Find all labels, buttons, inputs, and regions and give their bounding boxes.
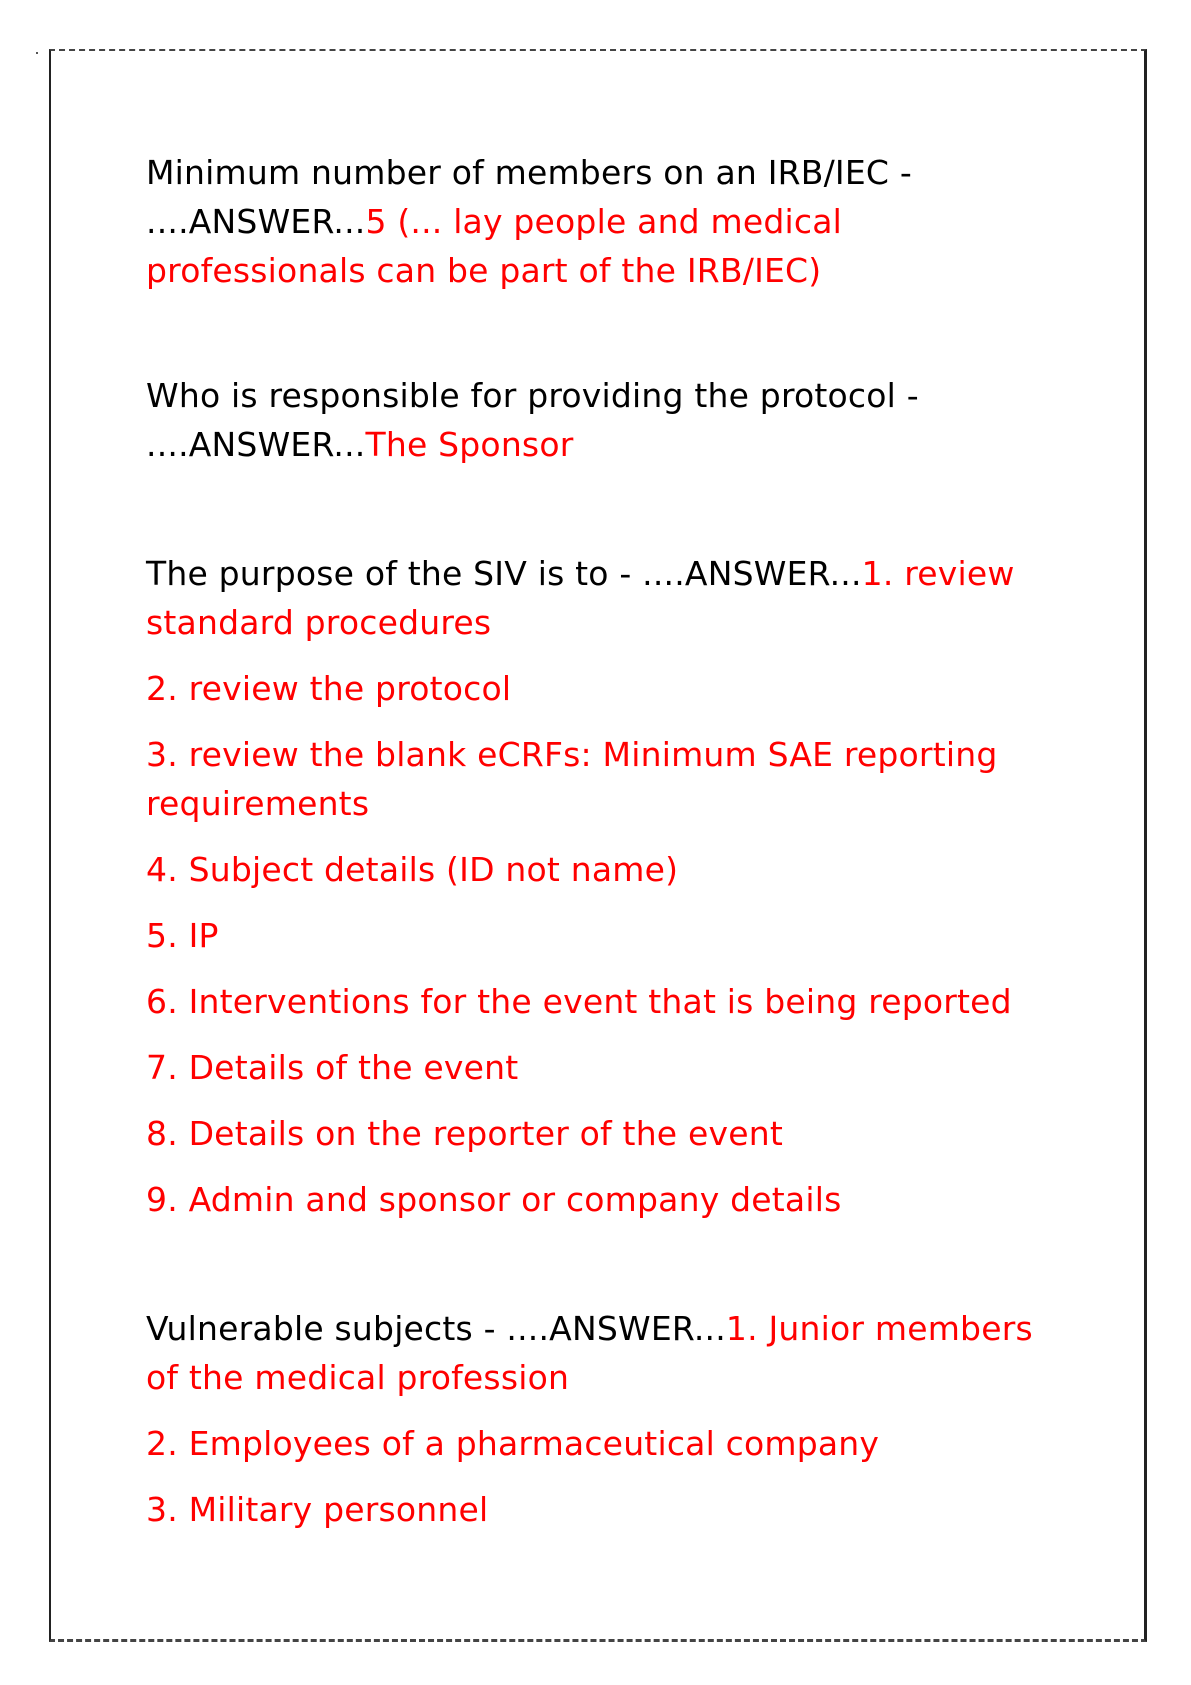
qa-block-protocol xyxy=(146,371,1046,469)
qa-block-siv-purpose xyxy=(146,549,1046,1224)
answer-list-item: 2. Employees of a pharmaceutical company xyxy=(146,1424,880,1463)
answer-list-item: 3. Military personnel xyxy=(146,1490,489,1529)
answer-list-item: 6. Interventions for the event that is being reported xyxy=(146,982,1012,1021)
question-text: The purpose of the SIV is to - ....ANSWER... xyxy=(146,554,862,593)
document-content xyxy=(146,148,1046,1534)
corner-tick-mark xyxy=(36,52,38,54)
question-text: Minimum number of members on an IRB/IEC - ....ANSWER... xyxy=(146,153,912,241)
qa-paragraph xyxy=(146,371,1046,469)
qa-block-irb-members xyxy=(146,148,1046,295)
answer-list-item: 4. Subject details (ID not name) xyxy=(146,850,679,889)
qa-paragraph xyxy=(146,549,1046,647)
answer-list-item: 3. review the blank eCRFs: Minimum SAE reporting requirements xyxy=(146,735,998,823)
answer-list-item: 5. IP xyxy=(146,916,219,955)
qa-paragraph xyxy=(146,148,1046,295)
question-text: Who is responsible for providing the protocol - ....ANSWER... xyxy=(146,376,919,464)
answer-list-item: 7. Details of the event xyxy=(146,1048,519,1087)
answer-text: The Sponsor xyxy=(365,425,574,464)
answer-text: 1. review standard procedures xyxy=(146,554,1015,642)
answer-list-item: 8. Details on the reporter of the event xyxy=(146,1114,783,1153)
answer-list-item: 2. review the protocol xyxy=(146,669,512,708)
answer-text: 5 (... lay people and medical professionals can be part of the IRB/IEC) xyxy=(146,202,843,290)
qa-paragraph xyxy=(146,1304,1046,1402)
qa-block-vulnerable-subjects xyxy=(146,1304,1046,1534)
answer-list-item: 9. Admin and sponsor or company details xyxy=(146,1180,842,1219)
answer-text: 1. Junior members of the medical profession xyxy=(146,1309,1033,1397)
question-text: Vulnerable subjects - ....ANSWER... xyxy=(146,1309,726,1348)
